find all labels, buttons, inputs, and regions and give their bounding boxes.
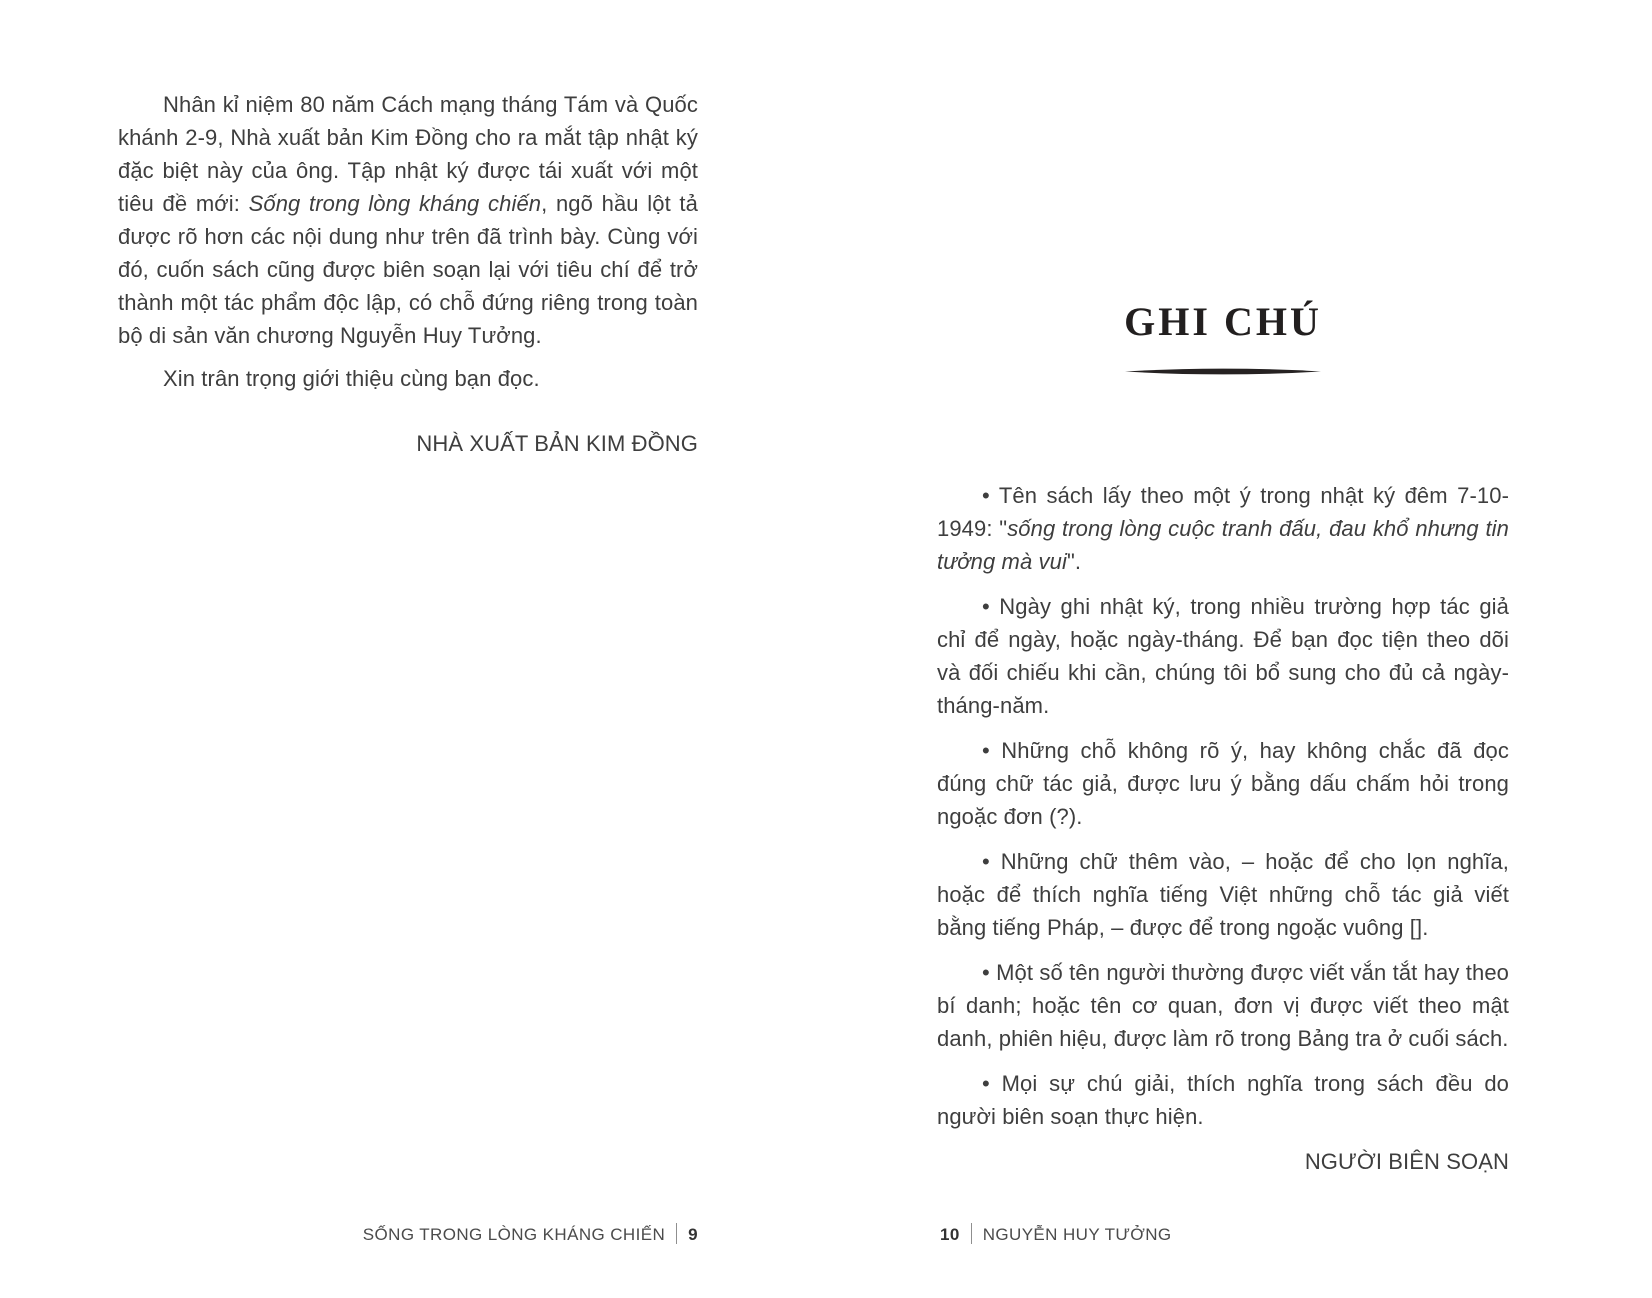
editor-signature: NGƯỜI BIÊN SOẠN: [1304, 1149, 1509, 1174]
note-item: • Những chữ thêm vào, – hoặc để cho lọn nghĩa, hoặc để thích nghĩa tiếng Việt những chỗ tác giả viết bằng tiếng Pháp, – được để trong ngoặc vuông [].: [937, 849, 1509, 940]
intro-paragraph: Nhân kỉ niệm 80 năm Cách mạng tháng Tám và Quốc khánh 2-9, Nhà xuất bản Kim Đồng cho ra mắt tập nhật ký đặc biệt này của ông. Tập nhật ký được tái xuất với một tiêu đề mới: Sống trong lòng kháng chiến, ngõ hầu lột tả được rõ hơn các nội dung như trên đã trình bày. Cùng với đó, cuốn sách cũng được biên soạn lại với tiêu chí để trở thành một tác phẩm độc lập, có chỗ đứng riêng trong toàn bộ di sản văn chương Nguyễn Huy Tưởng.: [118, 92, 698, 348]
right-page-number: 10: [940, 1225, 960, 1244]
publisher-signature: NHÀ XUẤT BẢN KIM ĐỒNG: [416, 431, 698, 456]
heading-rule: [937, 368, 1509, 375]
note-item: • Ngày ghi nhật ký, trong nhiều trường hợp tác giả chỉ để ngày, hoặc ngày-tháng. Để bạn đọc tiện theo dõi và đối chiếu khi cần, chúng tôi bổ sung cho đủ cả ngày-tháng-năm.: [937, 594, 1509, 718]
left-page-number: 9: [688, 1225, 698, 1244]
note-item: • Mọi sự chú giải, thích nghĩa trong sách đều do người biên soạn thực hiện.: [937, 1071, 1509, 1129]
note-item: • Những chỗ không rõ ý, hay không chắc đã đọc đúng chữ tác giả, được lưu ý bằng dấu chấm hỏi trong ngoặc đơn (?).: [937, 738, 1509, 829]
left-footer: [118, 1222, 698, 1248]
footer-divider-icon: [971, 1223, 972, 1244]
note-item: • Một số tên người thường được viết vắn tắt hay theo bí danh; hoặc tên cơ quan, đơn vị được viết theo mật danh, phiên hiệu, được làm rõ trong Bảng tra ở cuối sách.: [937, 960, 1509, 1051]
left-page: [118, 88, 698, 470]
chapter-heading: GHI CHÚ: [1124, 299, 1322, 344]
right-page: [937, 0, 1509, 1188]
note-item: • Tên sách lấy theo một ý trong nhật ký đêm 7-10-1949: "sống trong lòng cuộc tranh đấu, đau khổ nhưng tin tưởng mà vui".: [937, 483, 1509, 574]
right-footer: [940, 1222, 1512, 1248]
notes-list: [937, 479, 1509, 1133]
footer-book-title: SỐNG TRONG LÒNG KHÁNG CHIẾN: [362, 1225, 666, 1244]
tapered-rule-icon: [1125, 368, 1321, 375]
footer-author-name: NGUYỄN HUY TƯỞNG: [982, 1225, 1172, 1244]
closing-sentence: Xin trân trọng giới thiệu cùng bạn đọc.: [163, 366, 540, 391]
footer-divider-icon: [676, 1223, 677, 1244]
